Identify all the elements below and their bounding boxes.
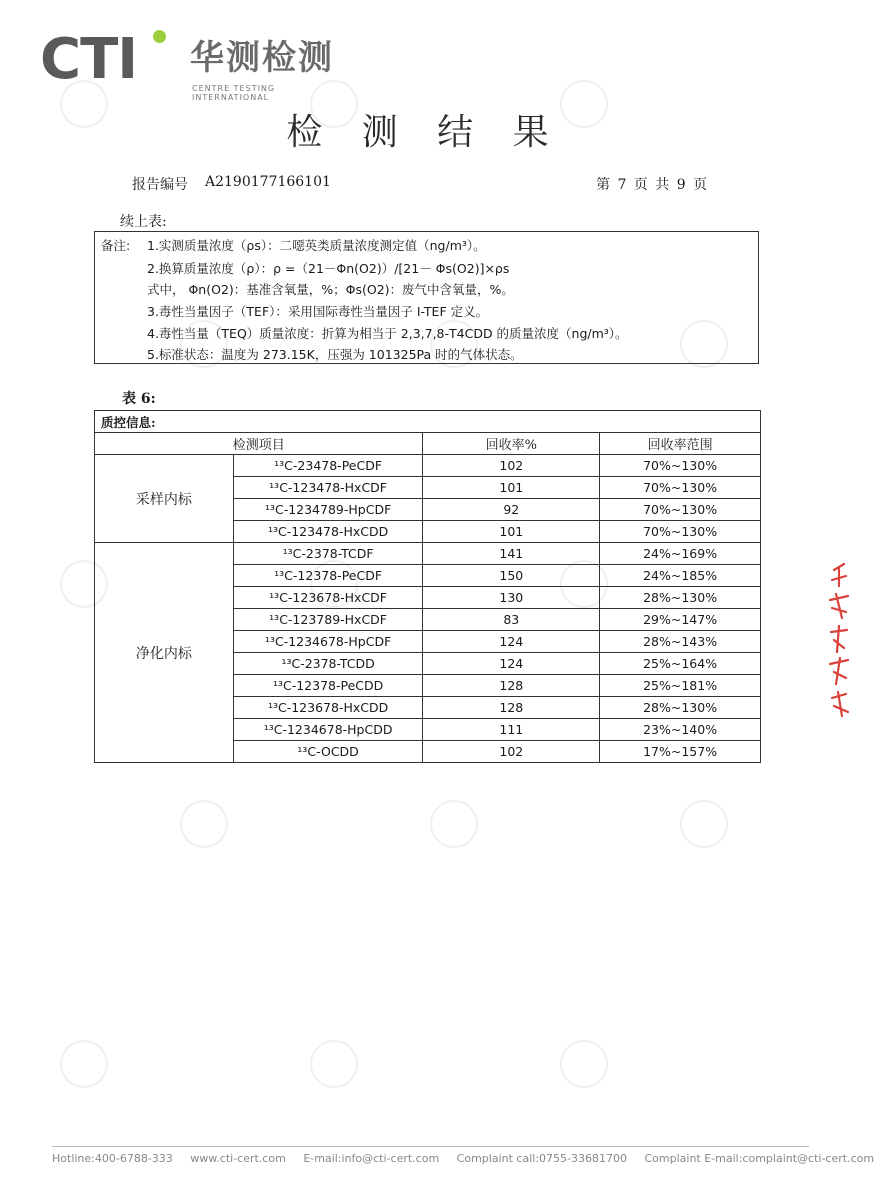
recovery-cell: 130 [423, 587, 600, 609]
item-cell: ¹³C-2378-TCDF [233, 543, 423, 565]
table-header-row [95, 433, 761, 455]
range-cell: 70%~130% [600, 455, 761, 477]
table-row [95, 543, 761, 565]
logo-name-cn: 华测检测 [190, 38, 334, 78]
item-cell: ¹³C-2378-TCDD [233, 653, 423, 675]
item-cell: ¹³C-1234678-HpCDF [233, 631, 423, 653]
continued-label: 续上表: [120, 214, 167, 230]
header-recovery: 回收率% [423, 433, 600, 455]
recovery-cell: 124 [423, 653, 600, 675]
document-title: 检 测 结 果 [286, 112, 563, 153]
note-item: 5.标准状态：温度为 273.15K，压强为 101325Pa 时的气体状态。 [147, 347, 523, 362]
logo-dot-icon [153, 30, 166, 43]
item-cell: ¹³C-123678-HxCDF [233, 587, 423, 609]
range-cell: 23%~140% [600, 719, 761, 741]
item-cell: ¹³C-123678-HxCDD [233, 697, 423, 719]
recovery-cell: 150 [423, 565, 600, 587]
recovery-cell: 101 [423, 477, 600, 499]
report-number-label: 报告编号 [132, 177, 188, 193]
company-logo [40, 27, 340, 102]
footer-website: www.cti-cert.com [190, 1152, 286, 1165]
footer-email: E-mail:info@cti-cert.com [303, 1152, 440, 1165]
range-cell: 70%~130% [600, 499, 761, 521]
group-name-cell: 净化内标 [95, 543, 234, 763]
range-cell: 25%~164% [600, 653, 761, 675]
recovery-cell: 83 [423, 609, 600, 631]
item-cell: ¹³C-123478-HxCDD [233, 521, 423, 543]
item-cell: ¹³C-OCDD [233, 741, 423, 763]
watermark-icon [680, 800, 728, 848]
watermark-icon [560, 1040, 608, 1088]
notes-box [94, 231, 759, 364]
footer-complaint-email: Complaint E-mail:complaint@cti-cert.com [644, 1152, 875, 1165]
range-cell: 29%~147% [600, 609, 761, 631]
recovery-cell: 102 [423, 741, 600, 763]
table-title-row [95, 411, 761, 433]
note-item: 1.实测质量浓度（ρs）：二噁英类质量浓度测定值（ng/m³）。 [147, 238, 486, 253]
note-item: 2.换算质量浓度（ρ）：ρ =（21－Φn(O2)）/[21－ Φs(O2)]×ρs [147, 261, 510, 276]
header-range: 回收率范围 [600, 433, 761, 455]
item-cell: ¹³C-1234678-HpCDD [233, 719, 423, 741]
range-cell: 70%~130% [600, 477, 761, 499]
recovery-cell: 111 [423, 719, 600, 741]
logo-name-en: CENTRE TESTING INTERNATIONAL [192, 84, 276, 102]
watermark-icon [310, 1040, 358, 1088]
recovery-cell: 128 [423, 697, 600, 719]
range-cell: 17%~157% [600, 741, 761, 763]
recovery-cell: 124 [423, 631, 600, 653]
watermark-icon [180, 800, 228, 848]
range-cell: 25%~181% [600, 675, 761, 697]
group-name-cell: 采样内标 [95, 455, 234, 543]
qc-table [94, 410, 761, 763]
page-indicator: 第 7 页 共 9 页 [596, 177, 708, 193]
watermark-icon [430, 800, 478, 848]
item-cell: ¹³C-123789-HxCDF [233, 609, 423, 631]
footer-divider [52, 1146, 809, 1147]
notes-label: 备注: [101, 238, 131, 253]
range-cell: 70%~130% [600, 521, 761, 543]
note-item: 3.毒性当量因子（TEF）：采用国际毒性当量因子 I-TEF 定义。 [147, 304, 489, 319]
logo-brand: CTI [40, 27, 138, 92]
seal-stamp-fragment [822, 560, 862, 720]
table-title: 质控信息: [95, 411, 761, 433]
recovery-cell: 92 [423, 499, 600, 521]
table-row [95, 455, 761, 477]
note-item: 4.毒性当量（TEQ）质量浓度：折算为相当于 2,3,7,8-T4CDD 的质量浓度（ng/m³）。 [147, 326, 628, 341]
item-cell: ¹³C-123478-HxCDF [233, 477, 423, 499]
range-cell: 28%~130% [600, 587, 761, 609]
item-cell: ¹³C-12378-PeCDF [233, 565, 423, 587]
footer-complaint-call: Complaint call:0755-33681700 [456, 1152, 627, 1165]
range-cell: 28%~143% [600, 631, 761, 653]
note-item: 式中， Φn(O2)：基准含氧量，%；Φs(O2)：废气中含氧量，%。 [147, 282, 514, 297]
range-cell: 24%~169% [600, 543, 761, 565]
watermark-icon [60, 1040, 108, 1088]
range-cell: 24%~185% [600, 565, 761, 587]
item-cell: ¹³C-1234789-HpCDF [233, 499, 423, 521]
header-item: 检测项目 [95, 433, 423, 455]
range-cell: 28%~130% [600, 697, 761, 719]
page-footer [52, 1152, 875, 1165]
recovery-cell: 101 [423, 521, 600, 543]
recovery-cell: 141 [423, 543, 600, 565]
table-caption: 表 6: [122, 391, 156, 407]
report-number: A2190177166101 [205, 174, 331, 190]
item-cell: ¹³C-23478-PeCDF [233, 455, 423, 477]
footer-hotline: Hotline:400-6788-333 [52, 1152, 173, 1165]
recovery-cell: 102 [423, 455, 600, 477]
item-cell: ¹³C-12378-PeCDD [233, 675, 423, 697]
recovery-cell: 128 [423, 675, 600, 697]
